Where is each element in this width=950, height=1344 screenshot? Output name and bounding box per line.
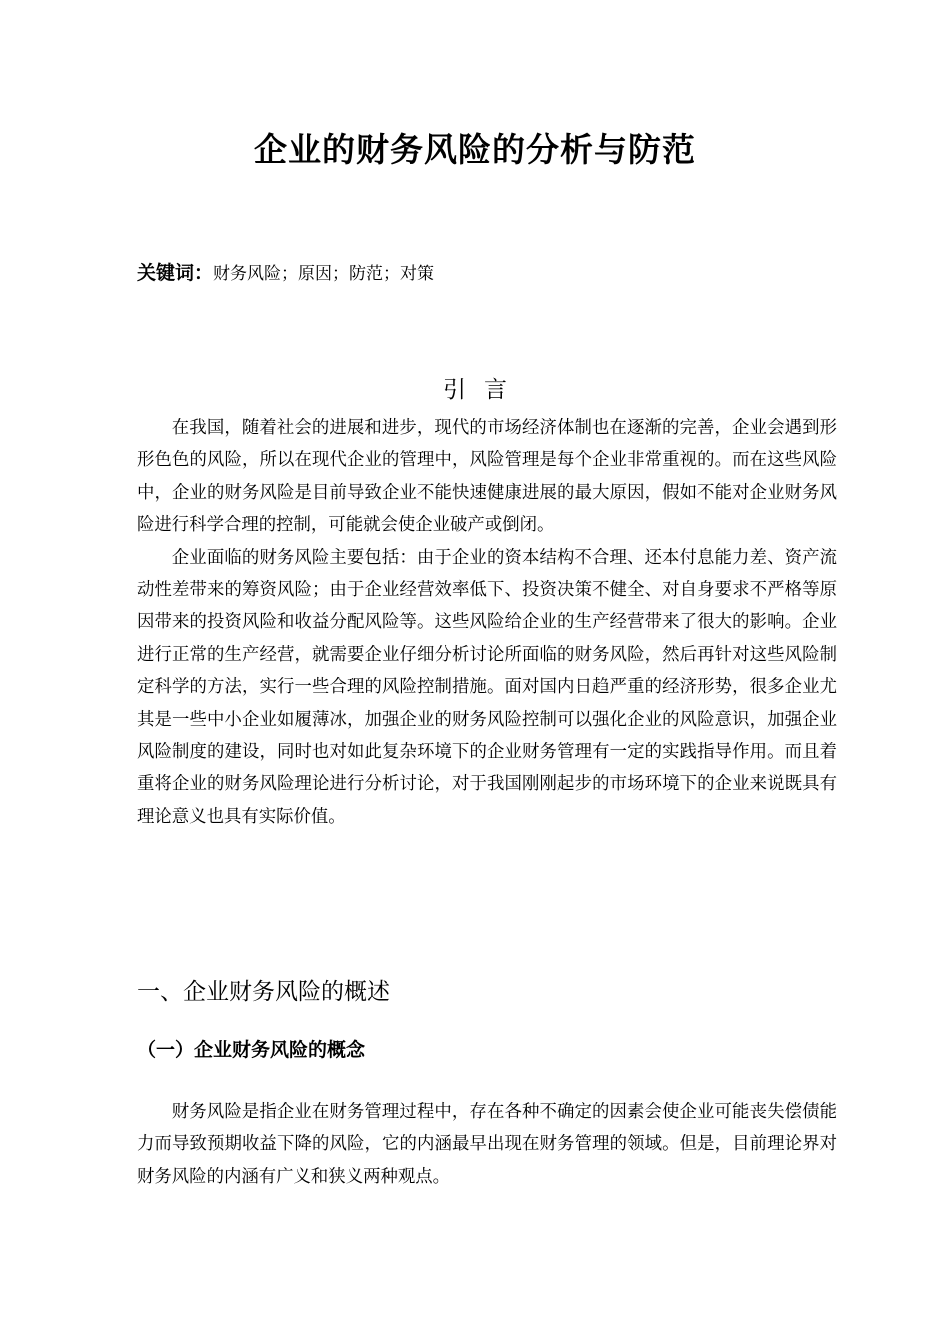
document-title: 企业的财务风险的分析与防范 (254, 130, 696, 169)
subsection-heading: （一）企业财务风险的概念 (137, 1039, 366, 1061)
intro-heading: 引言 (443, 377, 525, 403)
section-heading: 一、企业财务风险的概述 (137, 979, 390, 1005)
concept-body (137, 1096, 837, 1193)
concept-paragraph: 财务风险是指企业在财务管理过程中，存在各种不确定的因素会使企业可能丧失偿债能力而导致预期收益下降的风险，它的内涵最早出现在财务管理的领域。但是，目前理论界对财务风险的内涵有广义和狭义两种观点。 (137, 1102, 837, 1187)
intro-body (137, 412, 837, 833)
intro-paragraph: 在我国，随着社会的进展和进步，现代的市场经济体制也在逐渐的完善，企业会遇到形形色色的风险，所以在现代企业的管理中，风险管理是每个企业非常重视的。而在这些风险中，企业的财务风险是目前导致企业不能快速健康进展的最大原因，假如不能对企业财务风险进行科学合理的控制，可能就会使企业破产或倒闭。 (137, 418, 837, 536)
keywords-label: 关键词： (137, 262, 214, 284)
keywords-value: 财务风险；原因；防范；对策 (213, 264, 435, 284)
keywords-line (137, 258, 434, 289)
intro-paragraph: 企业面临的财务风险主要包括：由于企业的资本结构不合理、还本付息能力差、资产流动性差带来的筹资风险；由于企业经营效率低下、投资决策不健全、对自身要求不严格等原因带来的投资风险和收益分配风险等。这些风险给企业的生产经营带来了很大的影响。企业进行正常的生产经营，就需要企业仔细分析讨论所面临的财务风险，然后再针对这些风险制定科学的方法，实行一些合理的风险控制措施。面对国内日趋严重的经济形势，很多企业尤其是一些中小企业如履薄冰，加强企业的财务风险控制可以强化企业的风险意识，加强企业风险制度的建设，同时也对如此复杂环境下的企业财务管理有一定的实践指导作用。而且着重将企业的财务风险理论进行分析讨论，对于我国刚刚起步的市场环境下的企业来说既具有理论意义也具有实际价值。 (137, 547, 837, 827)
